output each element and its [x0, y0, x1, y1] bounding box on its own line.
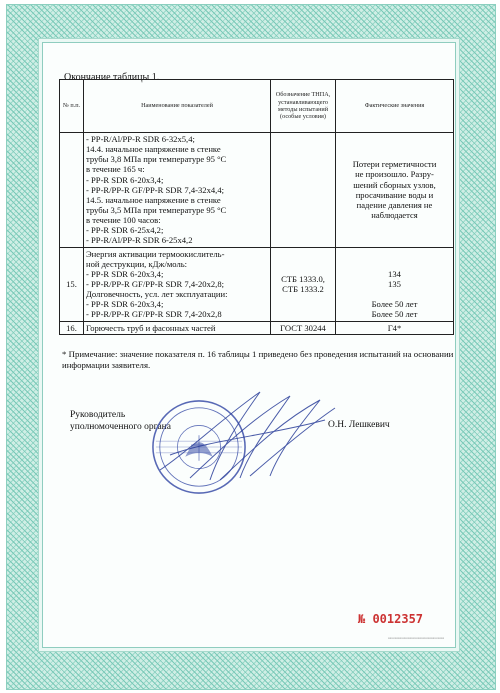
- row15-result-line: [338, 289, 451, 299]
- row15-line: Энергия активации термоокислитель-: [86, 248, 225, 259]
- table-caption: Окончание таблицы 1.: [64, 72, 160, 83]
- row16-num: 16.: [60, 321, 84, 334]
- row15-method-line: СТБ 1333.2: [282, 284, 324, 295]
- row15-method: [271, 247, 336, 321]
- row14-line: - PP-R SDR 6-20x3,4;: [86, 174, 164, 185]
- row14-line: трубы 3,8 МПа при температуре 95 °С: [86, 154, 227, 165]
- row14-line: 14.5. начальное напряжение в стенке: [86, 194, 221, 205]
- row15-result-line: Более 50 лет: [371, 298, 418, 309]
- table-row-15: [60, 247, 454, 321]
- row15-line: - PP-R/PP-R GF/PP-R SDR 7,4-20x2,8: [86, 309, 222, 320]
- row15-result: [336, 247, 454, 321]
- signatory-name: О.Н. Лешкевич: [328, 420, 390, 430]
- row14-line: 14.4. начальное напряжение в стенке: [86, 144, 221, 155]
- row14-result-line: не произошло. Разру-: [355, 169, 434, 180]
- row15-result-line: 134: [388, 268, 401, 279]
- row14-line: в течение 100 часов:: [86, 215, 161, 226]
- row15-num: 15.: [60, 247, 84, 321]
- row15-line: Долговечность, усл. лет эксплуатации:: [86, 289, 228, 300]
- row16-name: Горючесть труб и фасонных частей: [84, 321, 271, 334]
- row15-line: - PP-R/PP-R GF/PP-R SDR 7,4-20x2,8;: [86, 278, 225, 289]
- row15-result-line: 135: [388, 278, 401, 289]
- row14-method: [271, 133, 336, 248]
- row14-result-line: шений сборных узлов,: [353, 179, 436, 190]
- row14-line: - PP-R/Al/PP-R SDR 6-32x5,4;: [86, 134, 195, 144]
- row16-method: ГОСТ 30244: [271, 321, 336, 334]
- row14-line: - PP-R/PP-R GF/PP-R SDR 7,4-32x4,4;: [86, 184, 225, 195]
- header-name: Наименование показателей: [84, 80, 271, 133]
- row14-result-line: Потери герметичности: [352, 159, 437, 170]
- row14-line: - PP-R SDR 6-25x4,2;: [86, 225, 164, 236]
- row14-name: [84, 133, 271, 248]
- row14-line: трубы 3,5 МПа при температуре 95 °С: [86, 204, 227, 215]
- row15-line: ной деструкции, кДж/моль:: [86, 258, 188, 269]
- row15-method-line: СТБ 1333.0,: [281, 273, 325, 284]
- signatory-title-line1: Руководитель: [70, 410, 126, 420]
- row14-result: [336, 133, 454, 248]
- row14-line: - PP-R/Al/PP-R SDR 6-25x4,2: [86, 235, 193, 246]
- printer-imprint: ▭▭▭▭▭▭▭▭▭▭▭▭▭▭▭▭▭: [388, 636, 445, 640]
- row14-result-line: падение давления не: [356, 199, 433, 210]
- table-row-14-continued: [60, 133, 454, 248]
- table-header-row: [60, 80, 454, 133]
- row15-line: - PP-R SDR 6-20x3,4;: [86, 299, 164, 310]
- header-num: № п.п.: [60, 80, 84, 133]
- row14-num: [60, 133, 84, 248]
- row16-result: Г4*: [336, 321, 454, 334]
- table-row-16: [60, 321, 454, 334]
- row14-result-line: просачивание воды и: [355, 189, 434, 200]
- row14-line: в течение 165 ч:: [86, 164, 145, 175]
- results-table: [59, 79, 454, 335]
- handwritten-signature: [150, 380, 340, 500]
- header-result: Фактические значения: [336, 80, 454, 133]
- header-method: Обозначение ТНПА, устанавливающего методы испытаний (особые условия): [271, 80, 336, 133]
- footnote: * Примечание: значение показателя п. 16 таблицы 1 приведено без проведения испытаний на основании информации заявителя.: [62, 349, 454, 370]
- serial-number: № 0012357: [358, 612, 424, 626]
- row15-result-line: Более 50 лет: [371, 309, 418, 320]
- row14-result-line: наблюдается: [371, 210, 418, 221]
- row15-name: [84, 247, 271, 321]
- signatory-title-line2: уполномоченного органа: [70, 422, 171, 433]
- row15-line: - PP-R SDR 6-20x3,4;: [86, 268, 164, 279]
